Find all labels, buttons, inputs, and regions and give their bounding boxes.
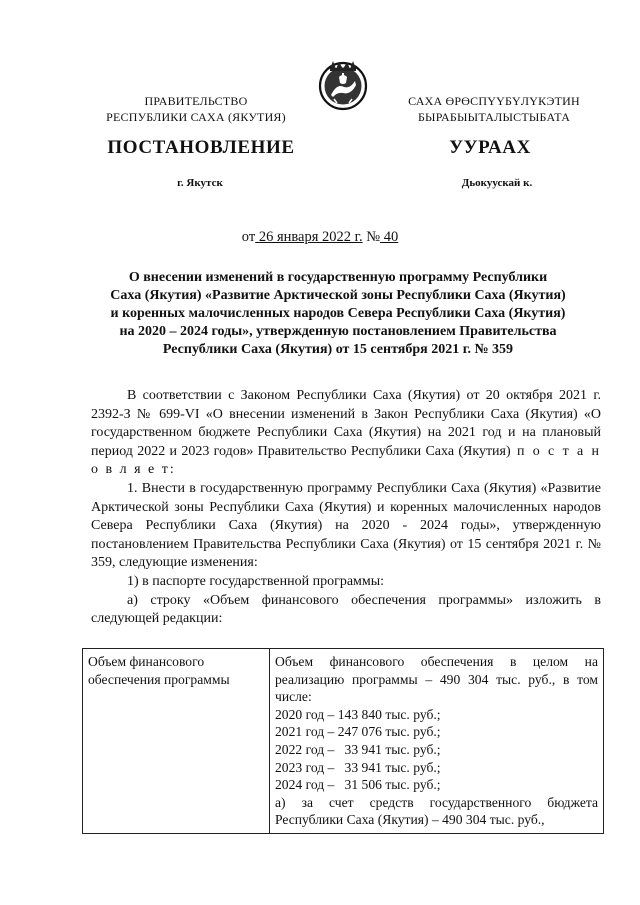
paragraph-text: В соответствии с Законом Республики Саха (Якутия) от 20 октября 2021 г. 2392-З № 699-VI «О внесении изменений в Закон Республики Саха (Якутия) «О государственном бюджете Республики Саха (Якутия) на 2021 год и на плановый период 2022 и 2023 годов» Правительство Республики Саха (Якутия) — [91, 388, 601, 459]
coat-of-arms-icon — [317, 59, 369, 111]
table-cell-value — [270, 649, 604, 834]
date-prefix: от — [241, 229, 256, 245]
resolves-word: п о с т а н о в л я е т: — [91, 443, 601, 478]
document-dateline — [0, 229, 640, 246]
body-paragraph: 1. Внести в государственную программу Республики Саха (Якутия) «Развитие Арктической зоны Республики Саха (Якутия) и коренных малочисленных народов Севера Республики Саха (Якутия) на 2020 - 2024 годы», утвержденную постановлением Правительства Республики Саха (Якутия) от 15 сентября 2021 г. № 359, следующие изменения: — [91, 480, 601, 571]
city-left: г. Якутск — [177, 177, 223, 189]
body-paragraph: а) строку «Объем финансового обеспечения программы» изложить в следующей редакции: — [91, 592, 601, 627]
title-left: ПОСТАНОВЛЕНИЕ — [107, 137, 295, 158]
heading-line: О внесении изменений в государственную программу Республики — [128, 270, 548, 285]
financing-year: 2024 год – 31 506 тыс. руб.; — [275, 777, 441, 793]
heading-line: и коренных малочисленных народов Севера Республики Саха (Якутия) — [110, 306, 566, 321]
heading-line: Саха (Якутия) «Развитие Арктической зоны Республики Саха (Якутия) — [110, 288, 566, 303]
header-left-line2: РЕСПУБЛИКИ САХА (ЯКУТИЯ) — [106, 110, 286, 124]
header-right-line2: БЫРАБЫЫТАЛЫСТЫБАТА — [417, 110, 571, 124]
financing-year: 2020 год – 143 840 тыс. руб.; — [275, 706, 441, 722]
header-right-line1: САХА ӨРӨСПҮҮБҮЛҮКЭТИН — [408, 94, 580, 108]
financing-year: 2021 год – 247 076 тыс. руб.; — [275, 724, 441, 740]
financing-year: 2023 год – 33 941 тыс. руб.; — [275, 759, 441, 775]
number-label: № — [362, 229, 381, 245]
document-number: 40 — [380, 229, 399, 245]
header-right-block — [378, 93, 610, 125]
header-left-block — [80, 93, 312, 125]
document-date: 26 января 2022 г. — [255, 229, 363, 245]
body-paragraph: 1) в паспорте государственной программы: — [127, 573, 385, 589]
financing-table — [82, 648, 604, 834]
title-right: УУРААХ — [449, 137, 531, 158]
document-heading — [88, 269, 588, 359]
heading-line: Республики Саха (Якутия) от 15 сентября 2021 г. № 359 — [162, 342, 514, 357]
financing-intro: Объем финансового обеспечения в целом на реализацию программы – 490 304 тыс. руб., в том числе: — [275, 654, 598, 705]
table-row — [83, 649, 604, 834]
financing-tail: а) за счет средств государственного бюджета Республики Саха (Якутия) – 490 304 тыс. руб., — [275, 794, 598, 828]
document-body — [91, 387, 601, 629]
heading-line: на 2020 – 2024 годы», утвержденную постановлением Правительства — [119, 324, 557, 339]
financing-year: 2022 год – 33 941 тыс. руб.; — [275, 741, 441, 757]
table-cell-label: Объем финансового обеспечения программы — [83, 649, 270, 834]
body-paragraph — [91, 387, 601, 480]
header-left-line1: ПРАВИТЕЛЬСТВО — [144, 94, 248, 108]
city-right: Дьокуускай к. — [461, 177, 533, 189]
